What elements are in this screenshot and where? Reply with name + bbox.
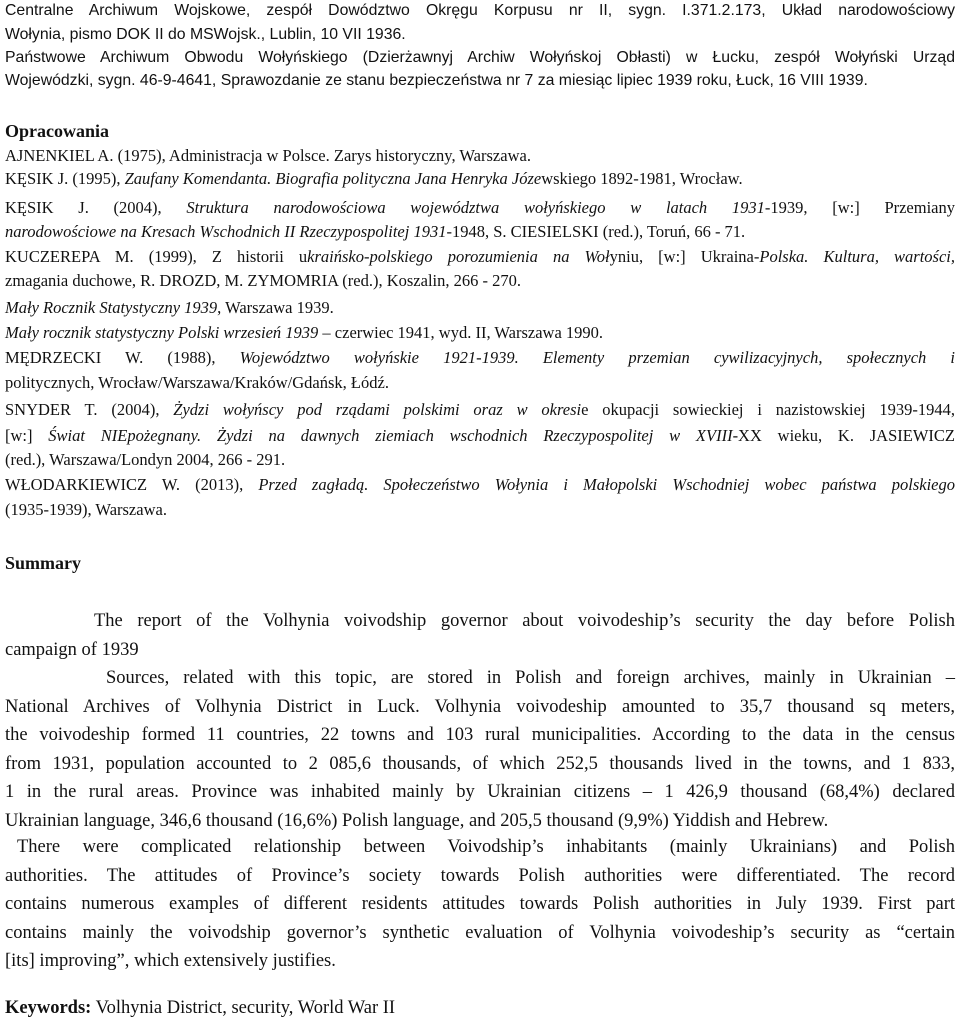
reference-item-continuation: [w:] Świat NIEpożegnany. Żydzi na dawnych ziemiach wschodnich Rzeczypospolitej w XVIII-XX wieku, K. JASIEWICZ <box>5 426 955 445</box>
reference-item-continuation: narodowościowe na Kresach Wschodnich II Rzeczypospolitej 1931-1948, S. CIESIELSKI (red.), Toruń, 66 - 71. <box>5 222 746 241</box>
reference-item: KĘSIK J. (1995), Zaufany Komendanta. Biografia polityczna Jana Henryka Józewskiego 1892-1981, Wrocław. <box>5 169 743 188</box>
source-line: Wołynia, pismo DOK II do MSWojsk., Lublin, 10 VII 1936. <box>5 26 406 43</box>
summary-heading: Summary <box>5 553 81 573</box>
reference-item: Mały Rocznik Statystyczny 1939, Warszawa 1939. <box>5 298 334 317</box>
reference-item: KUCZEREPA M. (1999), Z historii ukraińsko-polskiego porozumienia na Wołyniu, [w:] Ukraina-Polska. Kultura, wartości, <box>5 247 955 266</box>
summary-paragraph: Sources, related with this topic, are stored in Polish and foreign archives, mainly in Ukrainian – National Archives of Volhynia District in Luck. Volhynia voivodeship amounted to 35,7 thousand sq meters, the voivodeship formed 11 countries, 22 towns and 103 rural municipalities. According to the data in the census from 1931, population accounted to 2 085,6 thousands, of which 252,5 thousands lived in the towns, and 1 833, 1 in the rural areas. Province was inhabited mainly by Ukrainian citizens – 1 426,9 thousand (68,4%) declared Ukrainian language, 346,6 thousand (16,6%) Polish language, and 205,5 thousand (9,9%) Yiddish and Hebrew. <box>5 668 955 831</box>
reference-item: SNYDER T. (2004), Żydzi wołyńscy pod rządami polskimi oraz w okresie okupacji sowieckiej i nazistowskiej 1939-1944, <box>5 400 955 419</box>
reference-item-continuation: (red.), Warszawa/Londyn 2004, 266 - 291. <box>5 450 286 469</box>
reference-item-continuation: (1935-1939), Warszawa. <box>5 500 167 519</box>
reference-item: AJNENKIEL A. (1975), Administracja w Polsce. Zarys historyczny, Warszawa. <box>5 146 531 165</box>
keywords-value: Volhynia District, security, World War II <box>91 998 396 1018</box>
reference-item: MĘDRZECKI W. (1988), Województwo wołyńskie 1921-1939. Elementy przemian cywilizacyjnych, społecznych i <box>5 348 956 367</box>
reference-item-continuation: politycznych, Wrocław/Warszawa/Kraków/Gdańsk, Łódź. <box>5 373 389 392</box>
reference-item: Mały rocznik statystyczny Polski wrzesień 1939 – czerwiec 1941, wyd. II, Warszawa 1990. <box>5 323 604 342</box>
source-line: Wojewódzki, sygn. 46-9-4641, Sprawozdanie ze stanu bezpieczeństwa nr 7 za miesiąc lipiec 1939 roku, Łuck, 16 VIII 1939. <box>5 72 868 89</box>
summary-title: The report of the Volhynia voivodship governor about voivodeship’s security the day before Polish campaign of 1939 <box>5 611 955 660</box>
reference-item: KĘSIK J. (2004), Struktura narodowościowa województwa wołyńskiego w latach 1931-1939, [w:] Przemiany <box>5 198 956 217</box>
section-heading: Opracowania <box>5 121 110 141</box>
source-line: Państwowe Archiwum Obwodu Wołyńskiego (Dzierżawnyj Archiw Wołyńskoj Obłasti) w Łucku, zespół Wołyński Urząd <box>5 49 955 66</box>
summary-paragraph: There were complicated relationship between Voivodship’s inhabitants (mainly Ukrainians) and Polish authorities. The attitudes of Province’s society towards Polish authorities were differentiated. The record contains numerous examples of different residents attitudes towards Polish authorities in July 1939. First part contains mainly the voivodship governor’s synthetic evaluation of Volhynia voivodeship’s security as “certain [its] improving”, which extensively justifies. <box>5 837 955 971</box>
keywords-line <box>5 998 395 1019</box>
source-line: Centralne Archiwum Wojskowe, zespół Dowództwo Okręgu Korpusu nr II, sygn. I.371.2.173, Układ narodowościowy <box>5 2 955 19</box>
reference-item: WŁODARKIEWICZ W. (2013), Przed zagładą. Społeczeństwo Wołynia i Małopolski Wschodniej wobec państwa polskiego <box>5 475 956 494</box>
reference-item-continuation: zmagania duchowe, R. DROZD, M. ZYMOMRIA (red.), Koszalin, 266 - 270. <box>5 271 521 290</box>
keywords-label: Keywords: <box>5 998 92 1018</box>
